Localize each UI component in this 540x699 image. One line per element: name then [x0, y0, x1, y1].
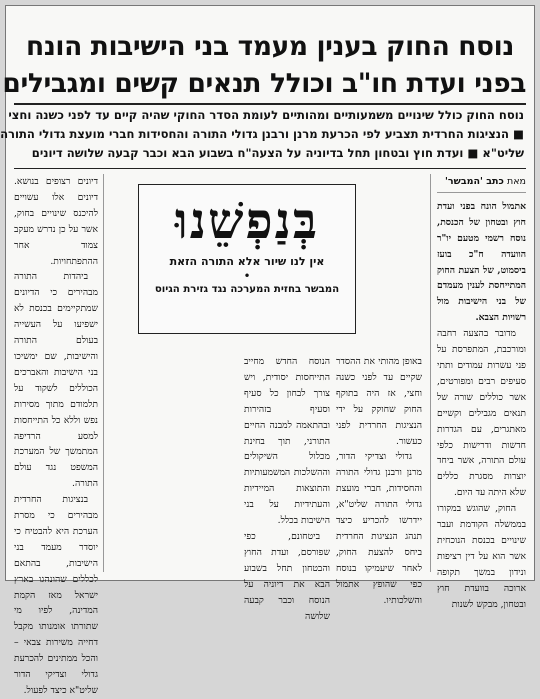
separator-dot: •	[243, 269, 251, 283]
article-column-4	[162, 354, 238, 572]
subhead-line-3: שליט"א ■ ועדת חוץ ובטחון תחל בדיוניה על הצעה"ח בשבוע הבא וכבר קבעה שלושה דיונים	[31, 146, 524, 160]
byline-prefix: מאת	[506, 176, 526, 187]
campaign-slogan: אין לנו שיור אלא התורה הזאת	[169, 255, 325, 268]
lead-paragraph: אתמול הונח בפני ועדת חוץ ובטחון של הכנסת, נוסח רשמי מטעם יו"ר הוועדה ח"כ בועז ביסמוט, של הצעת החוק המתייחסת לענין מעמדם של בני הישיבות מול רשויות הצבא.	[437, 200, 526, 324]
paragraph: דיונים רצופים בנושא. דיונים אלו עשויים להיכנס שינויים בחוק, אשר על כן נדרש מעקב צמוד אחר ההתפתחויות.	[14, 176, 98, 267]
subhead-line-1: נוסח החוק כולל שינויים משמעותיים ומהותיים לעומת הסדר החוקי שהיה קיים עד לפני כשנה וחצי	[8, 108, 524, 122]
article-column-5	[14, 174, 104, 696]
paragraph: החוק, שהוגש במקורו בממשלה הקודמת ועבר שינויים בכנסת הנוכחית אשר הוא על דין רציפות ונידון במשך תקופה ארוכה בוועדת חוץ ובטחון, מבקש לשנות	[437, 503, 526, 610]
byline	[437, 174, 526, 193]
subhead-line-2: ■ הנציגות החרדית תצביע לפי הכרעת מרנן ורבנן גדולי התורה והחסידות חברי מועצת גדולי התורה	[0, 127, 524, 141]
paragraph: בנציגות החרדית מבהירים כי מסרת הערכת היא להבטיח כי יוסדר מעמד בני הישיבות, בהתאם לכללים שהונהגו בארץ ישראל מאז הקמת המדינה, לפיו מי שתורתו אומנותו מקבל דחייה משירות צבאי – והכל ממתינים להכרעת גדולי וצדיקי הדור שליט"א כיצד לפעול.	[14, 494, 98, 696]
article-column-3	[244, 354, 330, 622]
headline-line-1: נוסח החוק בענין מעמד בני הישיבות הונח	[26, 31, 514, 62]
paragraph: באופן מהותי את ההסדר שקיים עד לפני כשנה וחצי, אז היה בתוקף החוק שחוקק על ידי הנציגות החרדית לפני כעשור.	[336, 356, 422, 447]
paragraph: ביהדות התורה מבהירים כי הדיונים שמתקיימים בכנסת לא ישפיעו על העשייה בעולם התורה והישיבות, שם ימשיכו בני הישיבות והאברכים הכוללים לשקוד על תלמודם מתוך מסירות נפש וללא כל התייחסות למסע הרדיפה המתמשך של המערכת המשפט נגד עולם התורה.	[14, 271, 98, 490]
divider	[14, 103, 526, 105]
article-column-2	[336, 354, 422, 606]
newspaper-page	[0, 5, 535, 696]
headline-line-2: בפני ועדת חו"ב וכולל תנאים קשים ומגבילים	[2, 68, 526, 99]
divider	[14, 168, 526, 169]
byline-author: כתב 'המבשר'	[445, 176, 504, 187]
subheadline	[0, 106, 524, 163]
paragraph: מדובר בהצעה רחבה ומורכבת, המתפרסת על פני עשרות עמודים ותתי סעיפים רבים ומפורטים, אשר כוללים שורה של תנאים מגבילים וקשיים מאתגרים, עם הגדרות חדשות ודרישות כלפי עולם התורה, אשר ביחד יוצרות מסגרת כללים שלא היתה עד היום.	[437, 328, 526, 499]
headline	[2, 28, 526, 102]
paragraph: ביטחונם, כפי שפורסם, ועדת החוץ והבטחון תחל בשבוע הבא את דיוניה על הנוסח וכבר קבעה שלושה	[244, 530, 330, 622]
article-column-1	[430, 174, 526, 610]
paragraph: הנוסח החדש מחייב התייחסות יסודית, ויש צורך לבחון כל סעיף וסעיף בזהירות ובהתאמה למבנה החיים התורני, תוך בחינת מכלול השיקולים וההשלכות המשמעותיות והתוצאות המיידיות והעתידיות על בני הישיבות בכלל.	[244, 356, 330, 527]
campaign-title: בְּנַפְשֵׁנוּ	[174, 191, 319, 250]
campaign-tagline: המבשר בחזית המערכה נגד גזירת הגיוס	[154, 284, 340, 295]
article-body	[14, 174, 526, 696]
paragraph: גדולי וצדיקי הדור, מרנן ורבנן גדולי התורה והחסידות, חברי מועצת גדולי התורה שליט"א, יידרשו להכריע כיצד תנהג הנציגות החרדית ביחס להצעת החוק, לאחר שיעמיקו בנוסח כפי שהופץ אתמול והשלכותיו.	[336, 451, 422, 606]
campaign-logo-box	[138, 184, 356, 334]
